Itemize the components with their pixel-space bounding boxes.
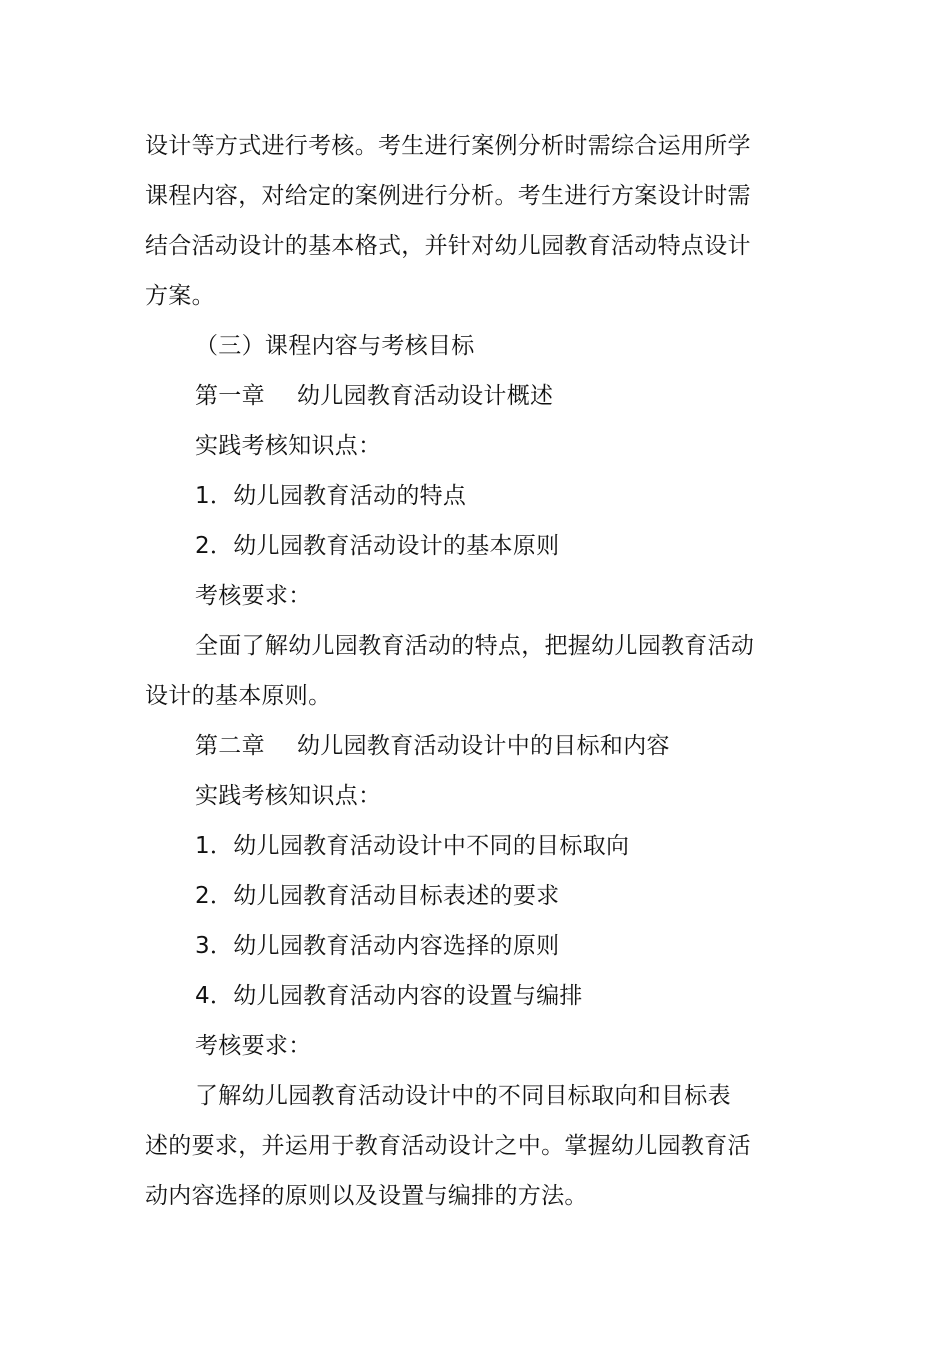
chapter-2-requirement-label: 考核要求：: [195, 1033, 312, 1059]
chapter-1-requirement-label: 考核要求：: [195, 583, 312, 609]
chapter-2-number: 第二章: [195, 733, 265, 759]
chapter-2-requirement-line-1: 了解幼儿园教育活动设计中的不同目标取向和目标表: [195, 1083, 731, 1109]
chapter-1-heading: [195, 381, 553, 411]
chapter-1-number: 第一章: [195, 383, 265, 409]
chapter-2-point-3: 3．幼儿园教育活动内容选择的原则: [195, 933, 560, 959]
chapter-2-knowledge-label: 实践考核知识点：: [195, 783, 382, 809]
chapter-1-point-2: 2．幼儿园教育活动设计的基本原则: [195, 533, 560, 559]
chapter-1-title: 幼儿园教育活动设计概述: [297, 383, 554, 409]
chapter-2-requirement-line-3: 动内容选择的原则以及设置与编排的方法。: [145, 1183, 588, 1209]
chapter-2-requirement-line-2: 述的要求，并运用于教育活动设计之中。掌握幼儿园教育活: [145, 1133, 751, 1159]
chapter-2-heading: [195, 731, 670, 761]
intro-line-1: 设计等方式进行考核。考生进行案例分析时需综合运用所学: [145, 133, 751, 159]
chapter-1-point-1: 1．幼儿园教育活动的特点: [195, 483, 467, 509]
chapter-2-point-1: 1．幼儿园教育活动设计中不同的目标取向: [195, 833, 630, 859]
intro-line-2: 课程内容，对给定的案例进行分析。考生进行方案设计时需: [145, 183, 751, 209]
intro-line-4: 方案。: [145, 283, 215, 309]
chapter-1-requirement-line-1: 全面了解幼儿园教育活动的特点，把握幼儿园教育活动: [195, 633, 755, 659]
section-heading: （三）课程内容与考核目标: [195, 333, 475, 359]
chapter-2-point-4: 4．幼儿园教育活动内容的设置与编排: [195, 983, 583, 1009]
intro-line-3: 结合活动设计的基本格式，并针对幼儿园教育活动特点设计: [145, 233, 751, 259]
chapter-2-point-2: 2．幼儿园教育活动目标表述的要求: [195, 883, 560, 909]
chapter-2-title: 幼儿园教育活动设计中的目标和内容: [297, 733, 670, 759]
chapter-1-knowledge-label: 实践考核知识点：: [195, 433, 382, 459]
chapter-1-requirement-line-2: 设计的基本原则。: [145, 683, 332, 709]
